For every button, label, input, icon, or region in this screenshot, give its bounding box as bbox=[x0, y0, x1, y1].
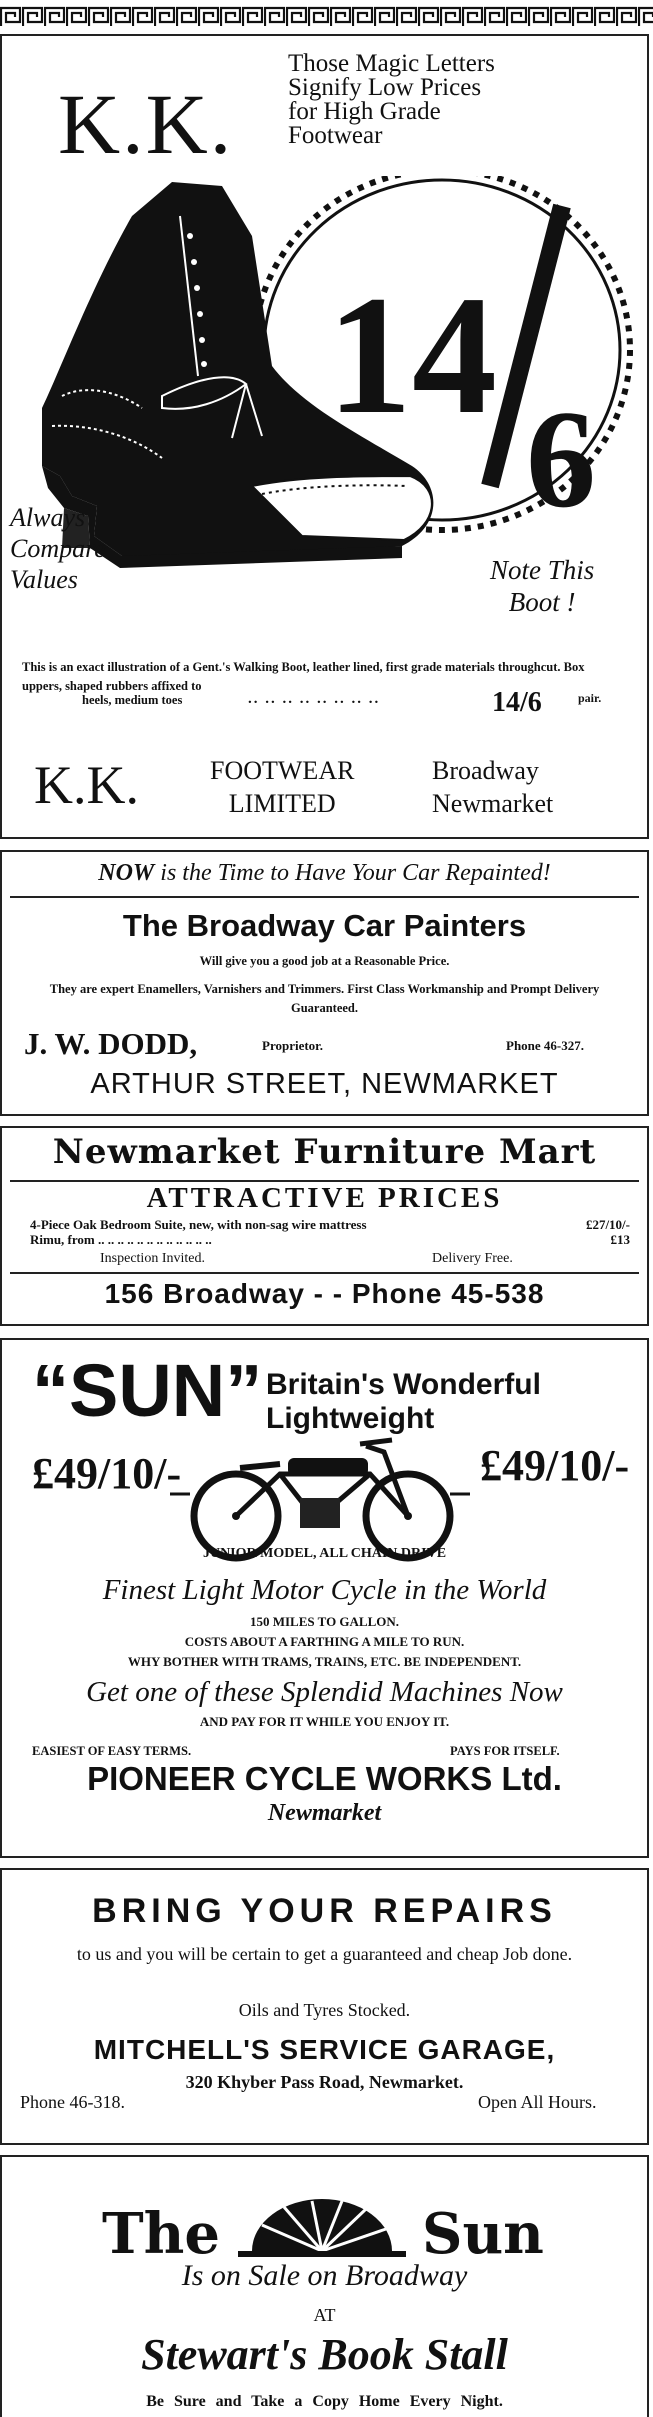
always-compare-values: Always Compare Values bbox=[10, 503, 106, 594]
furniture-mart-advertisement bbox=[0, 1126, 649, 1326]
car-painters-body: They are expert Enamellers, Varnishers and Trimmers. First Class Workmanship and Prompt Delivery Guaranteed. bbox=[49, 982, 600, 1015]
masthead-left: The bbox=[102, 2201, 221, 2267]
furniture-mart-title: Newmarket Furniture Mart bbox=[52, 1132, 597, 1172]
garage-hours: Open All Hours. bbox=[478, 2092, 597, 2112]
car-painters-company: The Broadway Car Painters bbox=[122, 908, 527, 943]
sun-tagline: Britain's Wonderful Lightweight bbox=[266, 1368, 541, 1435]
price-right: £49/10/- bbox=[480, 1441, 630, 1490]
bring-repairs-headline: BRING YOUR REPAIRS bbox=[92, 1892, 557, 1930]
furniture-item-row: Rimu, from .. .. .. .. .. .. .. .. .. .. .. .. £13 bbox=[30, 1232, 630, 1247]
pioneer-location: Newmarket bbox=[267, 1800, 382, 1826]
car-painters-advertisement bbox=[0, 850, 649, 1116]
terms-left: EASIEST OF EASY TERMS. bbox=[32, 1744, 192, 1758]
footwear-tagline: Those Magic Letters Signify Low Prices for High Grade Footwear bbox=[288, 50, 495, 149]
book-stall-name: Stewart's Book Stall bbox=[141, 2330, 508, 2379]
proprietor-label: Proprietor. bbox=[262, 1038, 324, 1053]
boot-price-line: heels, medium toes .. .. .. .. .. .. .. .. 14/6 pair. bbox=[82, 687, 602, 718]
sun-newspaper-advertisement bbox=[0, 2155, 649, 2417]
proprietor-name: J. W. DODD, bbox=[24, 1026, 198, 1061]
note-this-boot: Note This Boot ! bbox=[490, 555, 595, 617]
model-description: JUNIOR MODEL, ALL CHAIN DRIVE bbox=[202, 1546, 447, 1561]
headline-get-one: Get one of these Splendid Machines Now bbox=[86, 1676, 563, 1708]
price-left: £49/10/- bbox=[32, 1449, 182, 1498]
footwear-address: Broadway Newmarket bbox=[432, 756, 554, 818]
car-painters-phone: Phone 46-327. bbox=[506, 1038, 584, 1053]
sun-brand-heading: “SUN” bbox=[32, 1349, 263, 1432]
headline-finest: Finest Light Motor Cycle in the World bbox=[102, 1574, 547, 1606]
car-painters-subline: Will give you a good job at a Reasonable Price. bbox=[199, 954, 450, 968]
take-copy-home: Be Sure and Take a Copy Home Every Night. bbox=[146, 2393, 503, 2410]
attractive-prices: ATTRACTIVE PRICES bbox=[146, 1182, 503, 1214]
divider bbox=[10, 896, 639, 898]
motorcycle-icon bbox=[170, 1428, 470, 1564]
garage-phone: Phone 46-318. bbox=[20, 2092, 125, 2112]
masthead-right: Sun bbox=[422, 2201, 544, 2267]
garage-body: to us and you will be certain to get a guaranteed and cheap Job done. bbox=[76, 1944, 573, 1964]
boot-description: This is an exact illustration of a Gent.'s Walking Boot, leather lined, first grade materials throughcut. Box uppers, shaped rubbers affixed to bbox=[22, 660, 585, 693]
price-badge-shillings: 14 bbox=[327, 261, 497, 449]
footwear-company-name: FOOTWEAR LIMITED bbox=[210, 756, 355, 818]
at-label: AT bbox=[313, 2305, 336, 2325]
boot-price: 14/6 bbox=[492, 687, 542, 718]
furniture-address-phone: 156 Broadway - - Phone 45-538 bbox=[104, 1278, 545, 1309]
garage-company: MITCHELL'S SERVICE GARAGE, bbox=[93, 2034, 556, 2065]
kk-footer-brand: K.K. bbox=[34, 755, 139, 815]
garage-advertisement bbox=[0, 1868, 649, 2145]
delivery-note: Delivery Free. bbox=[432, 1251, 513, 1266]
on-sale-line: Is on Sale on Broadway bbox=[181, 2259, 468, 2292]
furniture-items bbox=[30, 1217, 630, 1247]
terms-right: PAYS FOR ITSELF. bbox=[450, 1744, 560, 1758]
garage-address: 320 Khyber Pass Road, Newmarket. bbox=[185, 2072, 464, 2092]
repaint-headline: NOW is the Time to Have Your Car Repainted! bbox=[98, 860, 551, 886]
kk-brand-heading: K.K. bbox=[58, 76, 234, 172]
features-list: 150 MILES TO GALLON. COSTS ABOUT A FARTHING A MILE TO RUN. WHY BOTHER WITH TRAMS, TRAINS, ETC. BE INDEPENDENT. bbox=[127, 1614, 522, 1669]
furniture-item-row: 4-Piece Oak Bedroom Suite, new, with non-sag wire mattress £27/10/- bbox=[30, 1217, 630, 1232]
pioneer-company: PIONEER CYCLE WORKS Ltd. bbox=[87, 1760, 562, 1797]
rising-sun-icon bbox=[238, 2199, 406, 2257]
pay-line: AND PAY FOR IT WHILE YOU ENJOY IT. bbox=[199, 1714, 450, 1729]
inspection-note: Inspection Invited. bbox=[100, 1251, 205, 1266]
greek-key-border bbox=[0, 6, 653, 28]
sun-motorcycle-advertisement bbox=[0, 1338, 649, 1858]
oils-tyres: Oils and Tyres Stocked. bbox=[238, 2000, 411, 2020]
divider bbox=[10, 1272, 639, 1274]
footwear-advertisement bbox=[0, 34, 649, 839]
price-badge-pence: 6 bbox=[526, 382, 596, 537]
car-painters-address: ARTHUR STREET, NEWMARKET bbox=[90, 1068, 559, 1100]
